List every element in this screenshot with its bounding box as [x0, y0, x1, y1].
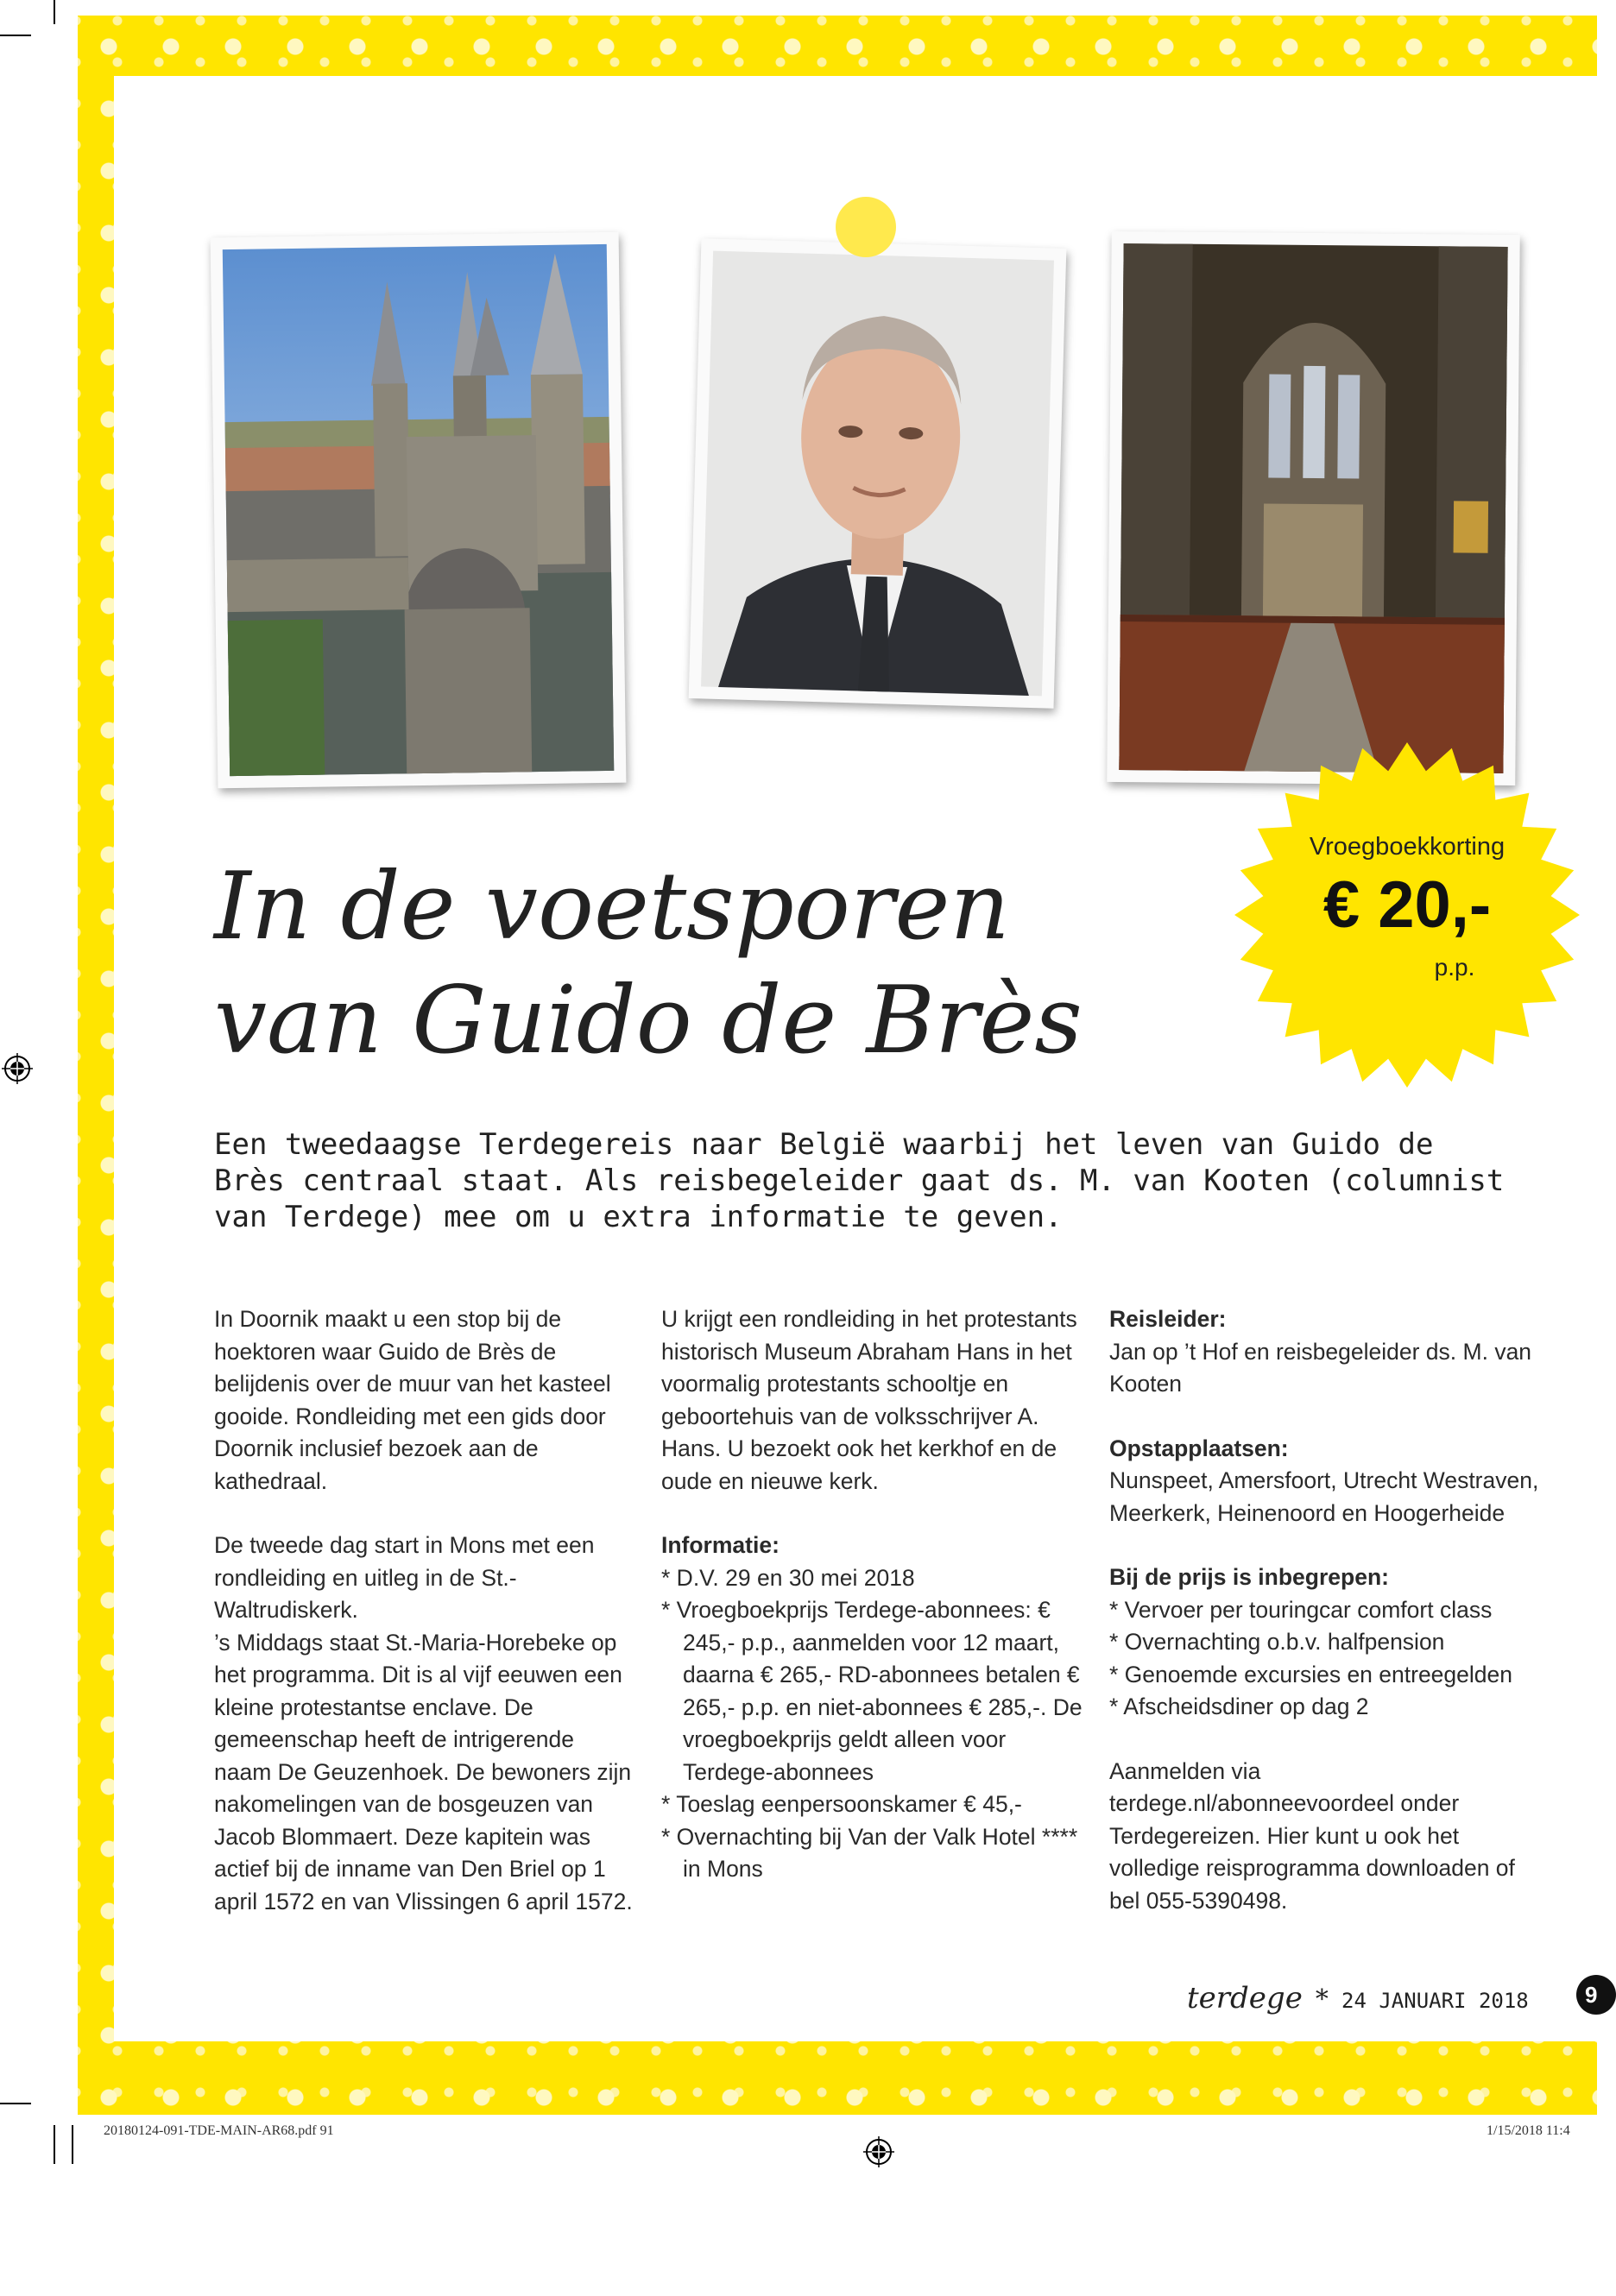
prijs-item: * Afscheidsdiner op dag 2	[1109, 1694, 1369, 1719]
col1-paragraph-1: In Doornik maakt u een stop bij de hoektoren waar Guido de Brès de belijdenis over de muur van het kasteel gooide. Rondleiding met een gids door Doornik inclusief bezoek aan de kathedraal.	[214, 1306, 611, 1494]
prijs-heading: Bij de prijs is inbegrepen:	[1109, 1564, 1389, 1590]
photo-church-interior	[1107, 231, 1520, 785]
title-line-2: van Guido de Brès	[214, 967, 1083, 1075]
intro-text: Een tweedaagse Terdegereis naar België waarbij het leven van Guido de Brès centraal staat. Als reisbegeleider gaat ds. M. van Kooten (columnist van Terdege) mee om u extra informatie te geven.	[214, 1127, 1505, 1234]
badge-label: Vroegboekkorting	[1309, 833, 1506, 861]
opstap-text: Nunspeet, Amersfoort, Utrecht Westraven, Meerkerk, Heinenoord en Hoogerheide	[1109, 1467, 1539, 1526]
prepress-filename: 20180124-091-TDE-MAIN-AR68.pdf 91	[104, 2123, 334, 2138]
prepress-timestamp: 1/15/2018 11:4	[1487, 2123, 1570, 2138]
yellow-pin	[836, 197, 896, 257]
column-1	[214, 1303, 637, 1918]
info-list	[661, 1562, 1084, 1886]
crop-mark-top-left-h	[0, 35, 31, 36]
reisleider-heading: Reisleider:	[1109, 1306, 1227, 1332]
reisleider-text: Jan op ’t Hof en reisbegeleider ds. M. van Kooten	[1109, 1338, 1532, 1397]
opstap-heading: Opstapplaatsen:	[1109, 1435, 1289, 1461]
col1-paragraph-2: De tweede dag start in Mons met een rondleiding en uitleg in de St.-Waltrudiskerk.	[214, 1532, 595, 1623]
footer-brand: terdege	[1187, 1981, 1303, 2015]
prijs-item: * Genoemde excursies en entreegelden	[1109, 1661, 1512, 1687]
crop-mark-bottom-left-v2	[72, 2125, 73, 2164]
column-3	[1109, 1303, 1541, 1917]
crop-mark-top-left-v	[54, 0, 55, 24]
photo-cathedral-doornik	[211, 232, 627, 789]
crop-mark-bottom-left-v1	[54, 2125, 55, 2164]
column-2	[661, 1303, 1084, 1886]
badge-unit: p.p.	[1434, 954, 1475, 981]
footer-separator: *	[1315, 1984, 1329, 2015]
info-item: * Overnachting bij Van der Valk Hotel **** in Mons	[661, 1823, 1078, 1882]
discount-badge	[1230, 738, 1584, 1092]
info-item: * D.V. 29 en 30 mei 2018	[661, 1564, 915, 1591]
page-number-circle	[1576, 1975, 1616, 2015]
info-item: * Vroegboekprijs Terdege-abonnees: € 245,- p.p., aanmelden voor 12 maart, daarna € 265,- RD-abonnees betalen € 265,- p.p. en niet-abonnees € 285,-. De vroegboekprijs geldt alleen voor Terdege-abonnees	[661, 1597, 1083, 1785]
prijs-list	[1109, 1594, 1541, 1724]
page-title	[214, 850, 1083, 1078]
col2-paragraph-1: U krijgt een rondleiding in het protestants historisch Museum Abraham Hans in het voormalig protestants schooltje en geboortehuis van de volksschrijver A. Hans. U bezoekt ook het kerkhof en de oude en nieuwe kerk.	[661, 1306, 1077, 1494]
crop-mark-bottom-left-h	[0, 2103, 31, 2104]
col1-paragraph-3: ’s Middags staat St.-Maria-Horebeke op het programma. Dit is al vijf eeuwen een kleine protestantse enclave. De gemeenschap heeft de intrigerende naam De Geuzenhoek. De bewoners zijn nakomelingen van de bosgeuzen van Jacob Blommaert. Deze kapitein was actief bij de inname van Den Briel op 1 april 1572 en van Vlissingen 6 april 1572.	[214, 1629, 633, 1914]
footer-date: 24 JANUARI 2018	[1341, 1989, 1529, 2013]
prijs-item: * Vervoer per touringcar comfort class	[1109, 1596, 1493, 1623]
photo-portrait-van-kooten	[689, 238, 1067, 709]
title-line-1: In de voetsporen	[214, 853, 1010, 961]
portrait-image	[701, 251, 1054, 697]
prijs-item: * Overnachting o.b.v. halfpension	[1109, 1629, 1445, 1655]
aanmelden-text: Aanmelden via terdege.nl/abonneevoordeel onder Terdegereizen. Hier kunt u ook het volledige reisprogramma downloaden of bel 055-5390498.	[1109, 1757, 1515, 1914]
page-footer	[1187, 1981, 1529, 2015]
badge-amount: € 20,-	[1322, 868, 1492, 942]
church-interior-image	[1119, 243, 1507, 773]
info-item: * Toeslag eenpersoonskamer € 45,-	[661, 1791, 1022, 1817]
page-number: 9	[1585, 1982, 1598, 2008]
cathedral-exterior-image	[223, 244, 614, 776]
registration-mark-bottom	[863, 2136, 894, 2167]
info-heading: Informatie:	[661, 1532, 780, 1558]
registration-mark-left	[2, 1053, 33, 1084]
